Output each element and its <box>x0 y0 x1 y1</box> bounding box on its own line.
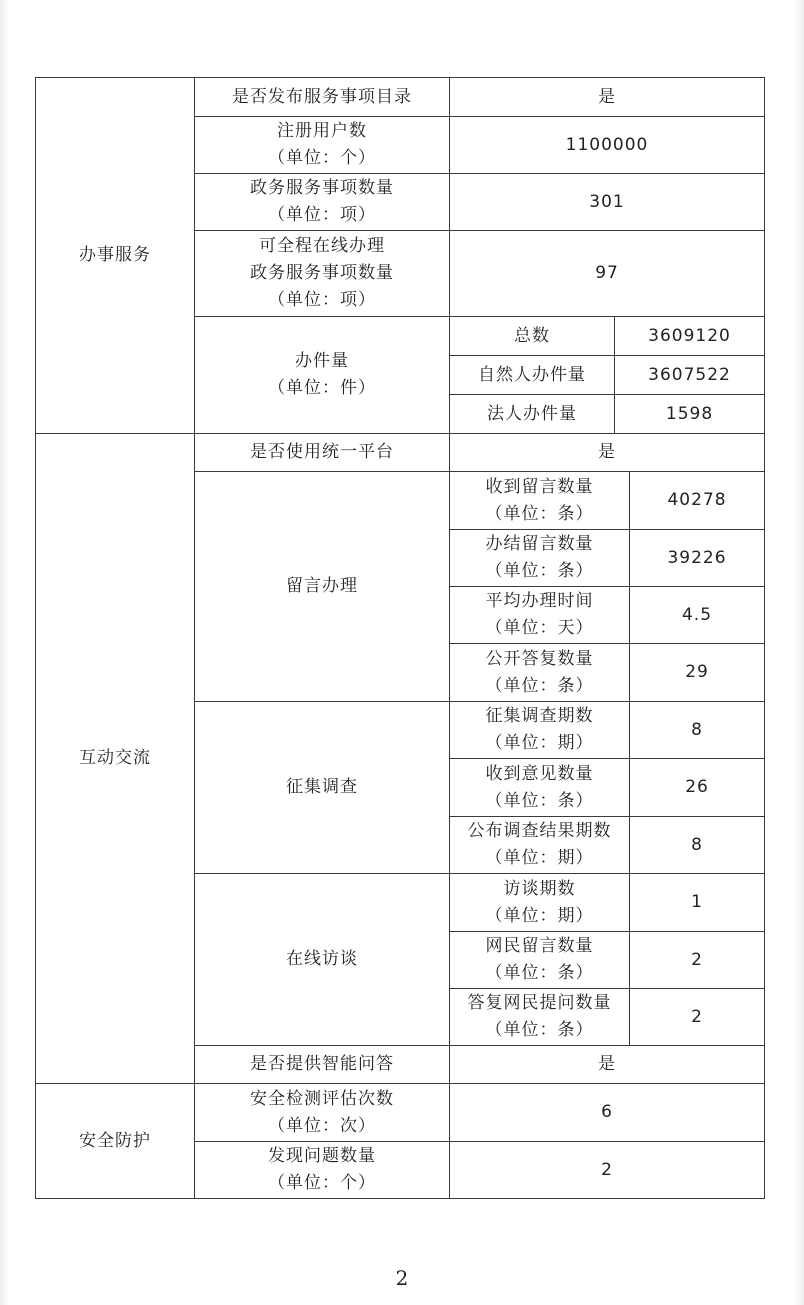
section-label-service: 办事服务 <box>36 78 195 434</box>
sub-label: 收到意见数量 （单位：条） <box>450 759 630 817</box>
sub-label: 答复网民提问数量 （单位：条） <box>450 989 630 1046</box>
value-cell: 97 <box>450 231 765 317</box>
sub-label: 总数 <box>450 317 615 356</box>
value-cell: 3609120 <box>615 317 765 356</box>
table-row <box>36 1084 765 1142</box>
table-row <box>36 434 765 472</box>
statistics-table <box>35 77 765 1199</box>
value-cell: 3607522 <box>615 356 765 395</box>
value-cell: 是 <box>450 1046 765 1084</box>
value-cell: 是 <box>450 78 765 117</box>
row-label-interview: 在线访谈 <box>195 874 450 1046</box>
row-label-messages: 留言办理 <box>195 472 450 702</box>
value-cell: 29 <box>630 644 765 702</box>
page-number: 2 <box>395 1266 409 1290</box>
row-label-issues: 发现问题数量 （单位：个） <box>195 1142 450 1199</box>
value-cell: 是 <box>450 434 765 472</box>
value-cell: 6 <box>450 1084 765 1142</box>
table-row <box>36 78 765 117</box>
row-label-qa: 是否提供智能问答 <box>195 1046 450 1084</box>
value-cell: 1 <box>630 874 765 932</box>
row-label-platform: 是否使用统一平台 <box>195 434 450 472</box>
value-cell: 26 <box>630 759 765 817</box>
sub-label: 平均办理时间 （单位：天） <box>450 587 630 644</box>
value-cell: 39226 <box>630 530 765 587</box>
section-label-security: 安全防护 <box>36 1084 195 1199</box>
row-label-items: 政务服务事项数量 （单位：项） <box>195 174 450 231</box>
section-label-interaction: 互动交流 <box>36 434 195 1084</box>
value-cell: 301 <box>450 174 765 231</box>
sub-label: 网民留言数量 （单位：条） <box>450 932 630 989</box>
page-right-edge <box>794 0 804 1305</box>
value-cell: 1598 <box>615 395 765 434</box>
sub-label: 自然人办件量 <box>450 356 615 395</box>
value-cell: 2 <box>450 1142 765 1199</box>
row-label-online-items: 可全程在线办理 政务服务事项数量 （单位：项） <box>195 231 450 317</box>
sub-label: 公布调查结果期数 （单位：期） <box>450 817 630 874</box>
row-label-users: 注册用户数 （单位：个） <box>195 117 450 174</box>
value-cell: 8 <box>630 702 765 759</box>
sub-label: 收到留言数量 （单位：条） <box>450 472 630 530</box>
row-label-survey: 征集调查 <box>195 702 450 874</box>
sub-label: 办结留言数量 （单位：条） <box>450 530 630 587</box>
value-cell: 8 <box>630 817 765 874</box>
value-cell: 2 <box>630 989 765 1046</box>
row-label-cases: 办件量 （单位：件） <box>195 317 450 434</box>
row-label-catalog: 是否发布服务事项目录 <box>195 78 450 117</box>
sub-label: 法人办件量 <box>450 395 615 434</box>
sub-label: 征集调查期数 （单位：期） <box>450 702 630 759</box>
page-left-edge <box>0 0 10 1305</box>
value-cell: 2 <box>630 932 765 989</box>
value-cell: 1100000 <box>450 117 765 174</box>
value-cell: 4.5 <box>630 587 765 644</box>
sub-label: 公开答复数量 （单位：条） <box>450 644 630 702</box>
row-label-checks: 安全检测评估次数 （单位：次） <box>195 1084 450 1142</box>
value-cell: 40278 <box>630 472 765 530</box>
sub-label: 访谈期数 （单位：期） <box>450 874 630 932</box>
